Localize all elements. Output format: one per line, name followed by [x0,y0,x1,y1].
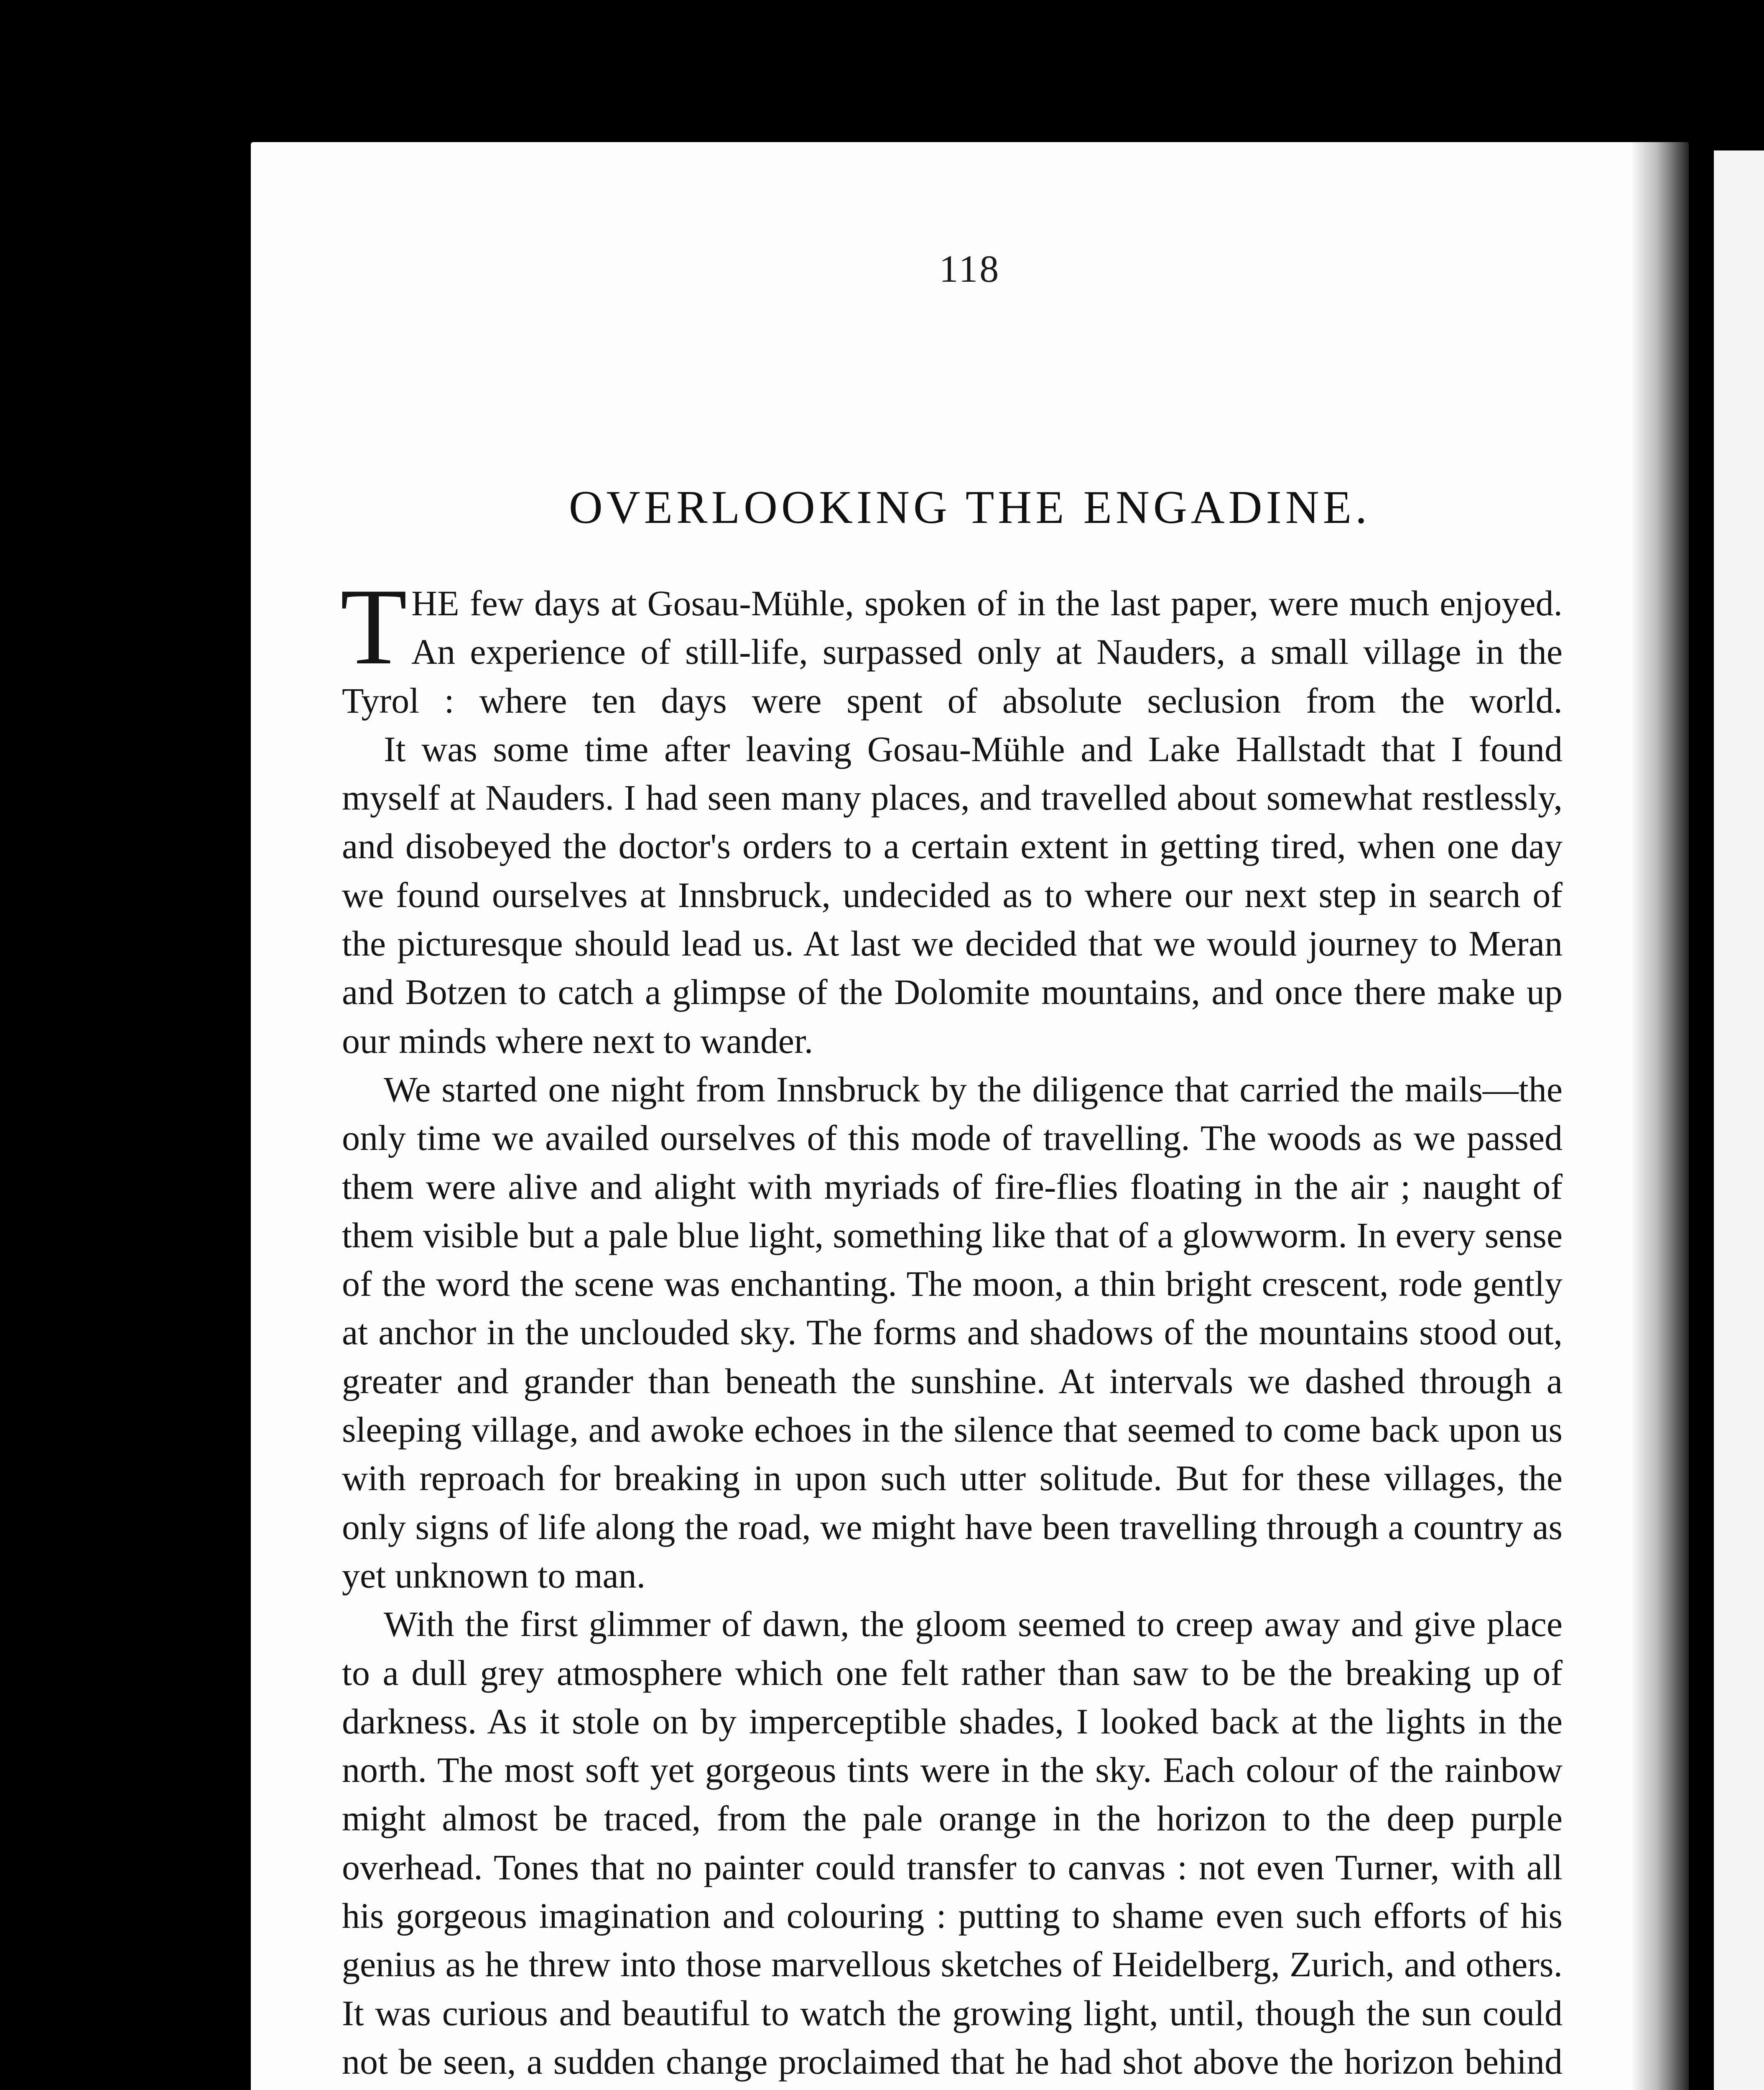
spine-shadow [1630,142,1689,2090]
chapter-title: OVERLOOKING THE ENGADINE. [568,482,1371,533]
paragraph-4: With the first glimmer of dawn, the gloom seemed to creep away and give place to a dull grey atmosphere which one felt rather than saw to be the breaking up of darkness. As it stole on by imperceptible shades, I looked back at the lights in the north. The most soft yet gorgeous tints were in the sky. Each colour of the rainbow might almost be traced, from the pale orange in the horizon to the deep purple overhead. Tones that no painter could transfer to canvas : not even Turner, with all his gorgeous imagination and colouring : putting to shame even such efforts of his genius as he threw into those marvellous sketches of Heidelberg, Zurich, and others. It was curious and beautiful to watch the growing light, until, though the sun could not be seen, a sudden change proclaimed that he had shot above the horizon behind [342,1604,1563,2082]
facing-page-edge [1714,150,1764,2090]
paragraph-3: We started one night from Innsbruck by the diligence that carried the mails—the only time we availed ourselves of this mode of travelling. The woods as we passed them were alive and alight with myriads of fire-flies floating in the air ; naught of them visible but a pale blue light, something like that of a glowworm. In every sense of the word the scene was enchanting. The moon, a thin bright crescent, rode gently at anchor in the unclouded sky. The forms and shadows of the mountains stood out, greater and grander than beneath the sunshine. At intervals we dashed through a sleeping village, and awoke echoes in the silence that seemed to come back upon us with reproach for breaking in upon such utter solitude. But for these villages, the only signs of life along the road, we might have been travelling through a country as yet unknown to man. [342,1069,1563,1596]
paragraph-1 [340,566,1563,725]
page-number: 118 [939,247,1001,290]
paragraph-2: It was some time after leaving Gosau-Mühle and Lake Hallstadt that I found myself at Nauders. I had seen many places, and travelled about somewhat restlessly, and disobeyed the doctor's orders to a certain extent in getting tired, when one day we found ourselves at Innsbruck, undecided as to where our next step in search of the picturesque should lead us. At last we decided that we would journey to Meran and Botzen to catch a glimpse of the Dolomite mountains, and once there make up our minds where next to wander. [342,729,1563,1061]
paragraph-text: HE few days at Gosau-Mühle, spoken of in the last paper, were much enjoyed. An experience of still-life, surpassed only at Nauders, a small village in the Tyrol : where ten days were spent of absolute seclusion from the world. [342,583,1563,721]
body-text [340,566,1563,2090]
drop-cap: T [340,566,408,687]
